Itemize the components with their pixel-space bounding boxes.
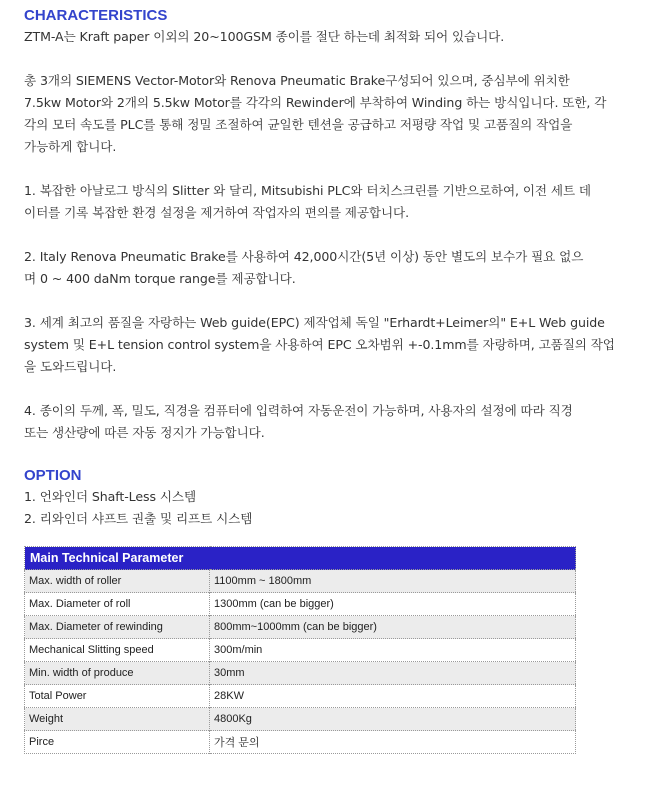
characteristics-heading: CHARACTERISTICS xyxy=(24,7,168,24)
param-value: 30mm xyxy=(210,662,576,685)
param-value: 1100mm ~ 1800mm xyxy=(210,570,576,593)
para1-line: 각의 모터 속도를 PLC를 통해 정밀 조절하여 균일한 텐션을 공급하고 저평량 작업 및 고품질의 작업을 xyxy=(24,117,573,132)
param-name: Total Power xyxy=(25,685,210,708)
item4-line: 4. 종이의 두께, 폭, 밀도, 직경을 컴퓨터에 입력하여 자동운전이 가능하며, 사용자의 설정에 따라 직경 xyxy=(24,403,573,418)
param-name: Weight xyxy=(25,708,210,731)
table-row xyxy=(25,731,576,754)
param-name: Mechanical Slitting speed xyxy=(25,639,210,662)
table-row xyxy=(25,662,576,685)
table-row xyxy=(25,593,576,616)
item1-line: 1. 복잡한 아날로그 방식의 Slitter 와 달리, Mitsubishi PLC와 터치스크린를 기반으로하여, 이전 세트 데 xyxy=(24,183,591,198)
table-row xyxy=(25,685,576,708)
param-name: Max. width of roller xyxy=(25,570,210,593)
param-value: 800mm~1000mm (can be bigger) xyxy=(210,616,576,639)
option-item: 1. 언와인더 Shaft-Less 시스템 xyxy=(24,489,197,504)
item2-line: 며 0 ~ 400 daNm torque range를 제공합니다. xyxy=(24,271,296,286)
para1-line: 가능하게 합니다. xyxy=(24,139,117,154)
para1-line: 7.5kw Motor와 2개의 5.5kw Motor를 각각의 Rewinder에 부착하여 Winding 하는 방식입니다. 또한, 각 xyxy=(24,95,607,110)
param-value: 300m/min xyxy=(210,639,576,662)
technical-parameter-table xyxy=(24,546,576,754)
table-row xyxy=(25,570,576,593)
intro-text: ZTM-A는 Kraft paper 이외의 20~100GSM 종이를 절단 하는데 최적화 되어 있습니다. xyxy=(24,29,505,44)
item1-line: 이터를 기록 복잡한 환경 설정을 제거하여 작업자의 편의를 제공합니다. xyxy=(24,205,410,220)
table-title: Main Technical Parameter xyxy=(25,547,576,570)
table-row xyxy=(25,616,576,639)
item3-line: system 및 E+L tension control system을 사용하여 EPC 오차범위 +-0.1mm를 자랑하며, 고품질의 작업 xyxy=(24,337,615,352)
item3-line: 을 도와드립니다. xyxy=(24,359,117,374)
item4-line: 또는 생산량에 따른 자동 정지가 가능합니다. xyxy=(24,425,265,440)
param-value: 1300mm (can be bigger) xyxy=(210,593,576,616)
param-value: 4800Kg xyxy=(210,708,576,731)
param-name: Pirce xyxy=(25,731,210,754)
param-name: Min. width of produce xyxy=(25,662,210,685)
table-row xyxy=(25,708,576,731)
param-name: Max. Diameter of roll xyxy=(25,593,210,616)
option-item: 2. 리와인더 샤프트 권출 및 리프트 시스템 xyxy=(24,511,253,526)
item2-line: 2. Italy Renova Pneumatic Brake를 사용하여 42,000시간(5년 이상) 동안 별도의 보수가 필요 없으 xyxy=(24,249,584,264)
table-row xyxy=(25,639,576,662)
param-value: 28KW xyxy=(210,685,576,708)
option-heading: OPTION xyxy=(24,467,82,484)
param-name: Max. Diameter of rewinding xyxy=(25,616,210,639)
para1-line: 총 3개의 SIEMENS Vector-Motor와 Renova Pneumatic Brake구성되어 있으며, 중심부에 위치한 xyxy=(24,73,570,88)
item3-line: 3. 세계 최고의 품질을 자랑하는 Web guide(EPC) 제작업체 독일 "Erhardt+Leimer의" E+L Web guide xyxy=(24,315,605,330)
param-value: 가격 문의 xyxy=(210,731,576,754)
